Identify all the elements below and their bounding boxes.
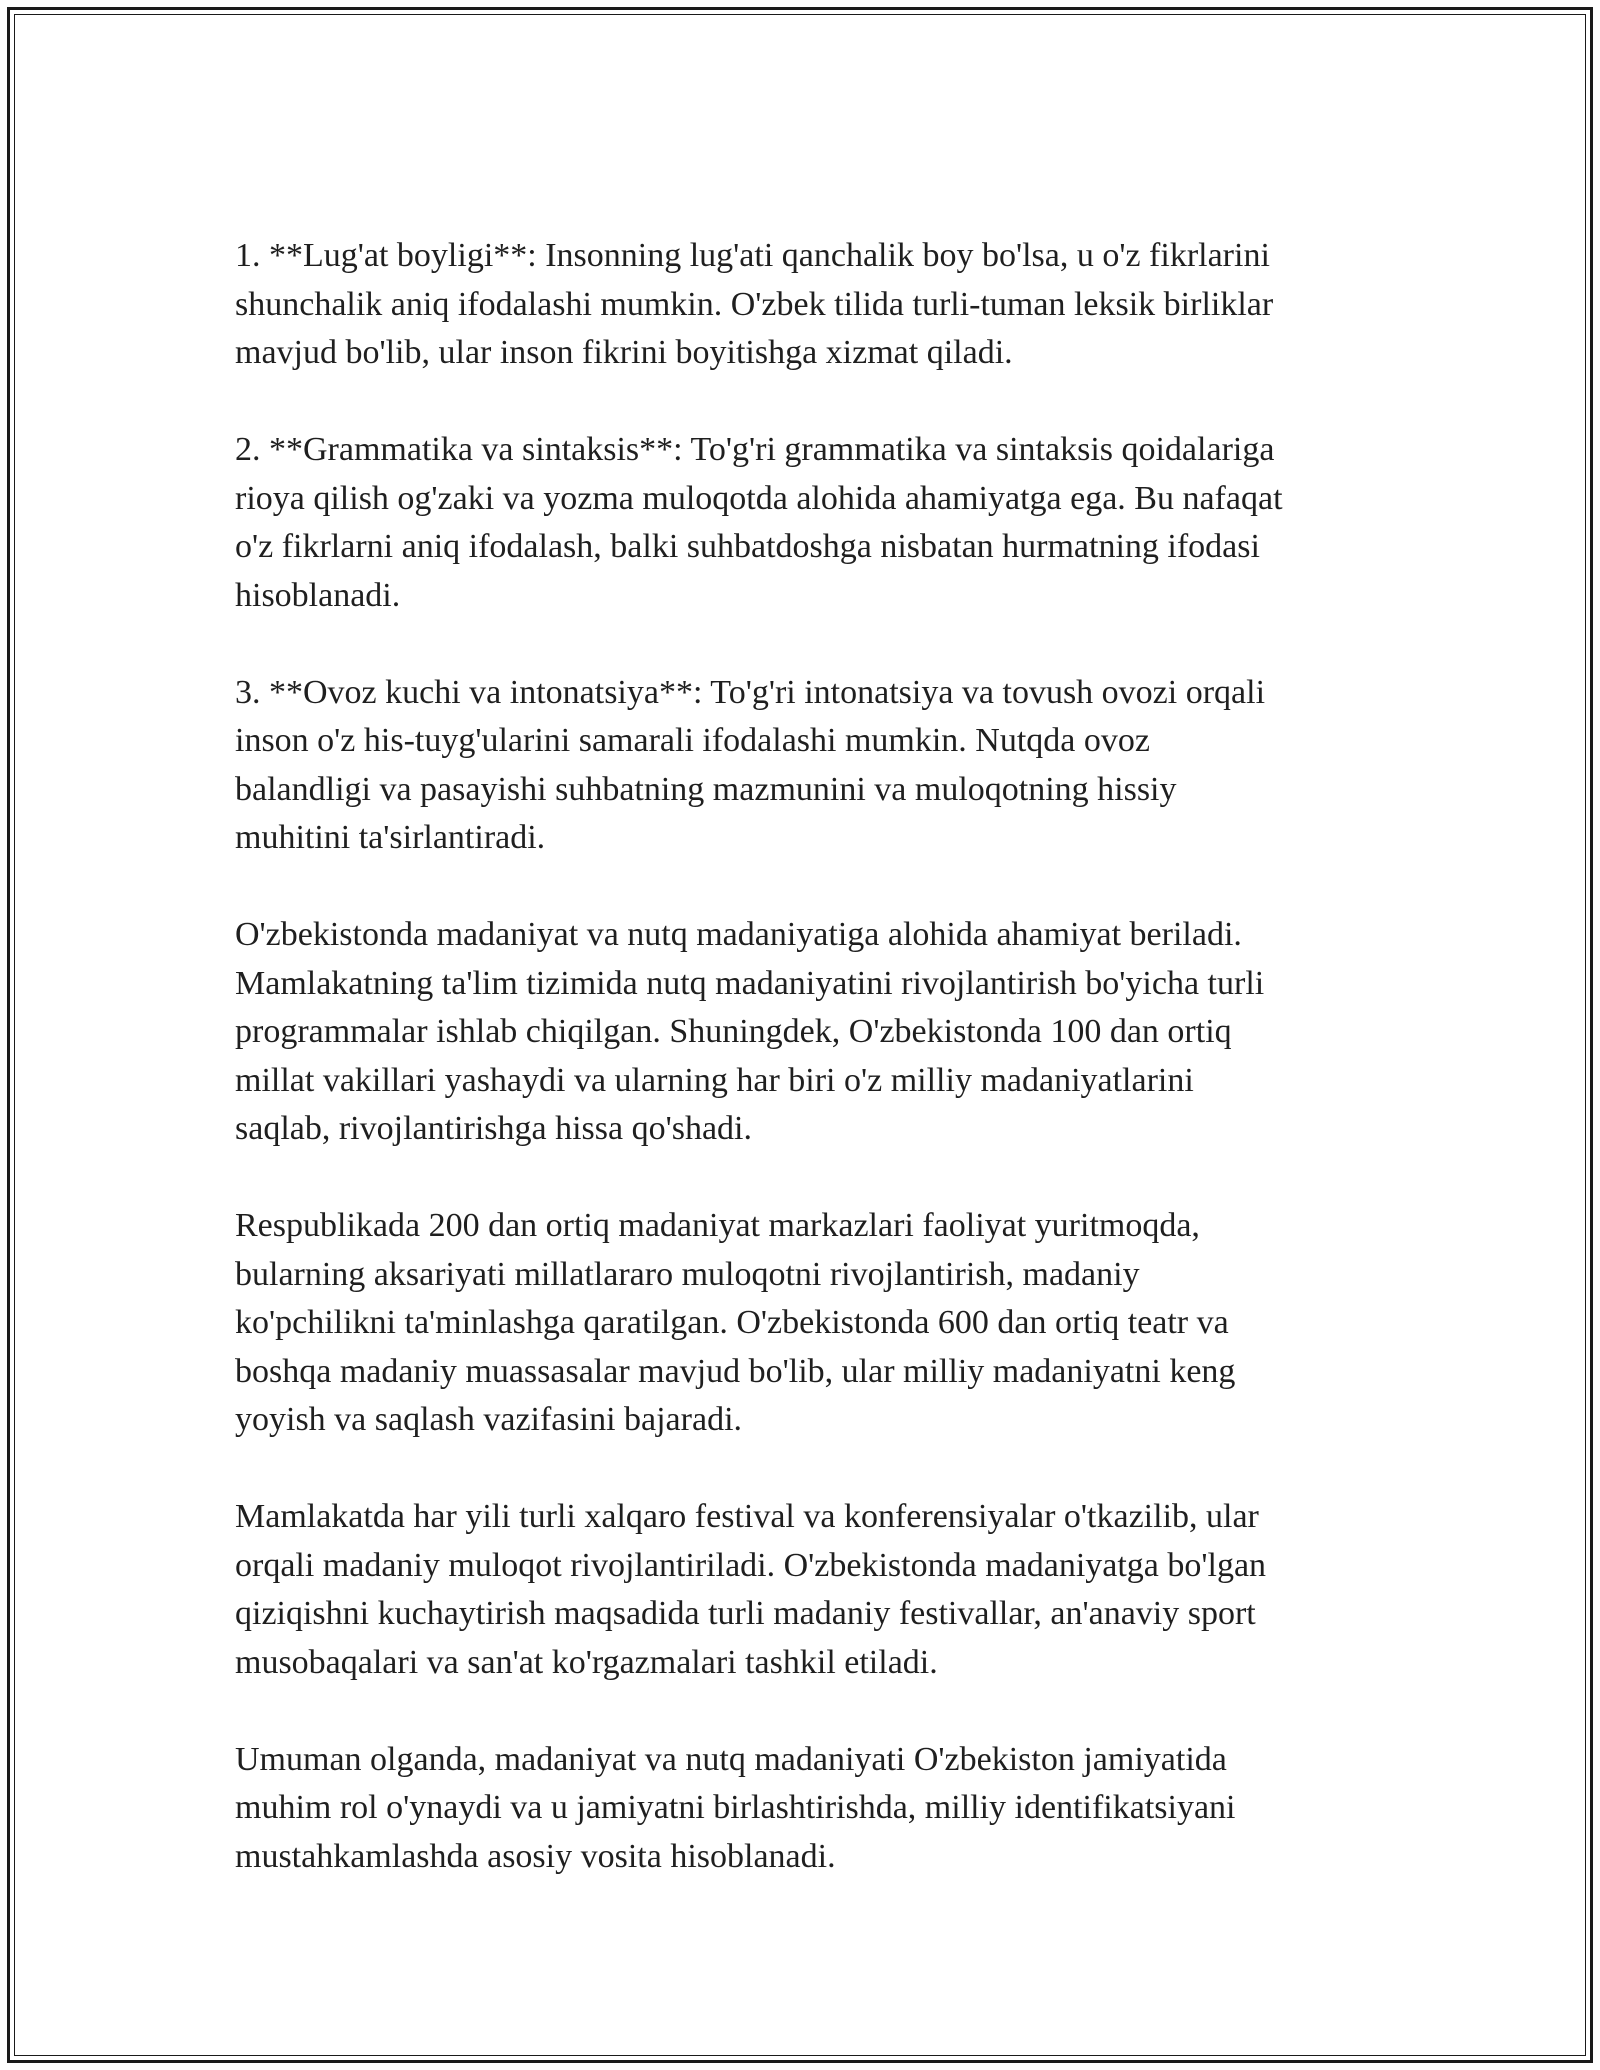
paragraph-madaniyat-ahamiyat: O'zbekistonda madaniyat va nutq madaniyatiga alohida ahamiyat beriladi. Mamlakatning ta'lim tizimida nutq madaniyatini rivojlantirish bo'yicha turli programmalar ishlab chiqilgan. Shuningdek, O'zbekistonda 100 dan ortiq millat vakillari yashaydi va ularning har biri o'z milliy madaniyatlarini saqlab, rivojlantirishga hissa qo'shadi. bbox=[235, 916, 1265, 1147]
document-body bbox=[235, 232, 1395, 1881]
paragraph-lugat-boyligi: 1. **Lug'at boyligi**: Insonning lug'ati qanchalik boy bo'lsa, u o'z fikrlarini shunchalik aniq ifodalashi mumkin. O'zbek tilida turli-tuman leksik birliklar mavjud bo'lib, ular inson fikrini boyitishga xizmat qiladi. bbox=[235, 237, 1274, 371]
paragraph-xulosa: Umuman olganda, madaniyat va nutq madaniyati O'zbekiston jamiyatida muhim rol o'ynaydi va u jamiyatni birlashtirishda, milliy identifikatsiyani mustahkamlashda asosiy vosita hisoblanadi. bbox=[235, 1740, 1236, 1875]
paragraph-grammatika-sintaksis: 2. **Grammatika va sintaksis**: To'g'ri grammatika va sintaksis qoidalariga rioya qilish og'zaki va yozma muloqotda alohida ahamiyatga ega. Bu nafaqat o'z fikrlarni aniq ifodalash, balki suhbatdoshga nisbatan hurmatning ifodasi hisoblanadi. bbox=[235, 431, 1283, 614]
paragraph-festivallar: Mamlakatda har yili turli xalqaro festival va konferensiyalar o'tkazilib, ular orqali madaniy muloqot rivojlantiriladi. O'zbekistonda madaniyatga bo'lgan qiziqishni kuchaytirish maqsadida turli madaniy festivallar, an'anaviy sport musobaqalari va san'at ko'rgazmalari tashkil etiladi. bbox=[235, 1498, 1267, 1681]
paragraph-madaniyat-markazlari: Respublikada 200 dan ortiq madaniyat markazlari faoliyat yuritmoqda, bularning aksariyati millatlararo muloqotni rivojlantirish, madaniy ko'pchilikni ta'minlashga qaratilgan. O'zbekistonda 600 dan ortiq teatr va boshqa madaniy muassasalar mavjud bo'lib, ular milliy madaniyatni keng yoyish va saqlash vazifasini bajaradi. bbox=[235, 1207, 1236, 1438]
paragraph-ovoz-intonatsiya: 3. **Ovoz kuchi va intonatsiya**: To'g'ri intonatsiya va tovush ovozi orqali inson o'z his-tuyg'ularini samarali ifodalashi mumkin. Nutqda ovoz balandligi va pasayishi suhbatning mazmunini va muloqotning hissiy muhitini ta'sirlantiradi. bbox=[235, 673, 1266, 856]
